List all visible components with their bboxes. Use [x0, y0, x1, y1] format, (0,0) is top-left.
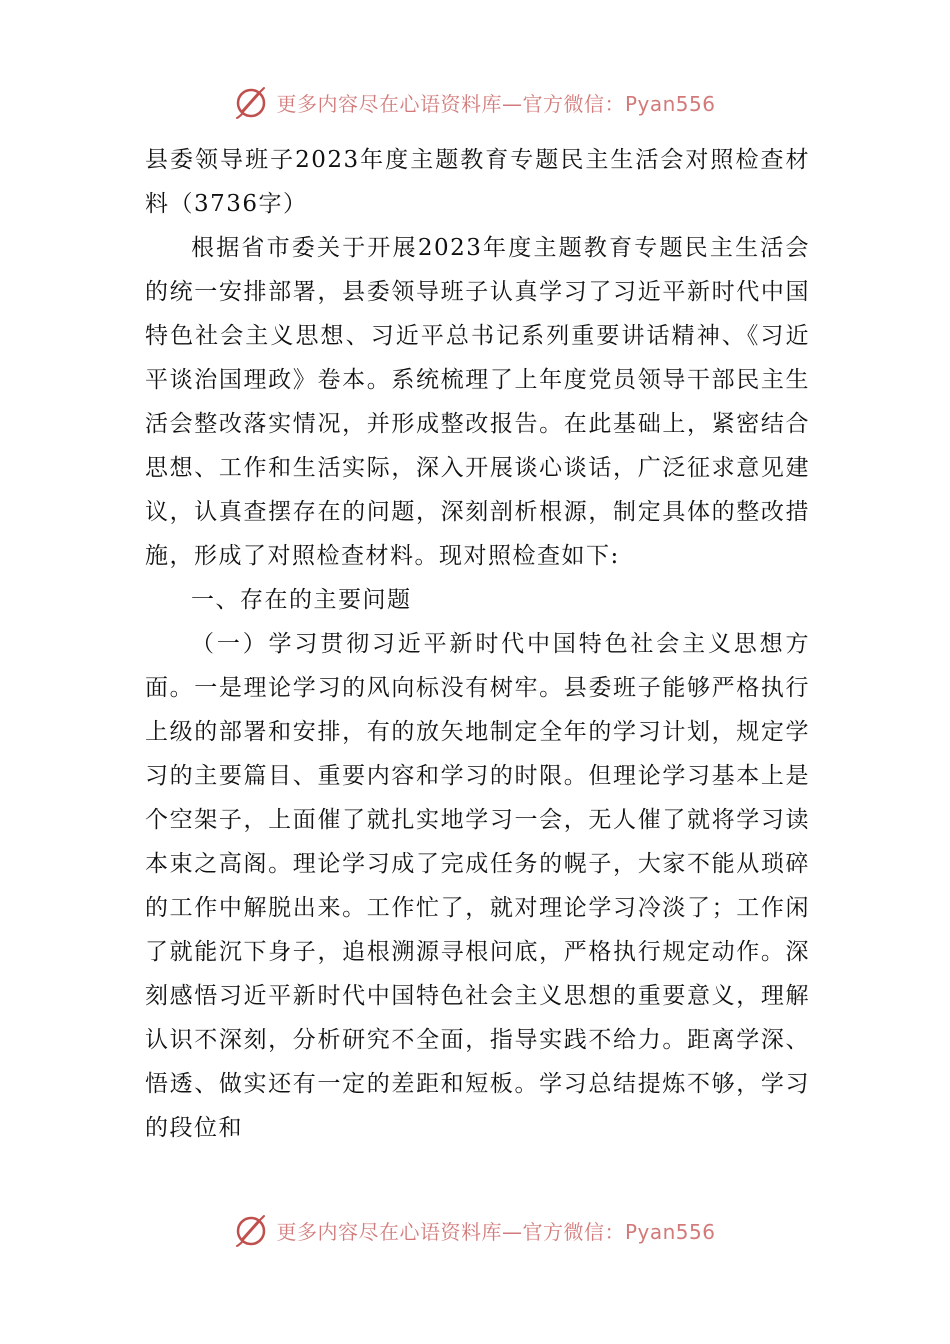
- document-title: 县委领导班子2023年度主题教育专题民主生活会对照检查材料（3736字）: [145, 147, 810, 217]
- paragraph: 根据省市委关于开展2023年度主题教育专题民主生活会的统一安排部署，县委领导班子认真学习了习近平新时代中国特色社会主义思想、习近平总书记系列重要讲话精神、《习近平谈治国理政》卷本。系统梳理了上年度党员领导干部民主生活会整改落实情况，并形成整改报告。在此基础上，紧密结合思想、工作和生活实际，深入开展谈心谈话，广泛征求意见建议，认真查摆存在的问题，深刻剖析根源，制定具体的整改措施，形成了对照检查材料。现对照检查如下:: [145, 235, 810, 569]
- watermark-text: 更多内容尽在心语资料库—官方微信：Pyan556: [276, 91, 716, 116]
- section-heading: 一、存在的主要问题: [191, 587, 412, 613]
- document-body: [145, 138, 810, 1150]
- pen-circle-icon: [234, 1212, 270, 1248]
- pen-circle-icon: [234, 84, 270, 120]
- watermark-header: [0, 80, 950, 124]
- watermark-text: 更多内容尽在心语资料库—官方微信：Pyan556: [276, 1219, 716, 1244]
- watermark-footer: [0, 1208, 950, 1252]
- paragraph: （一）学习贯彻习近平新时代中国特色社会主义思想方面。一是理论学习的风向标没有树牢。县委班子能够严格执行上级的部署和安排，有的放矢地制定全年的学习计划，规定学习的主要篇目、重要内容和学习的时限。但理论学习基本上是个空架子，上面催了就扎实地学习一会，无人催了就将学习读本束之高阁。理论学习成了完成任务的幌子，大家不能从琐碎的工作中解脱出来。工作忙了，就对理论学习冷淡了；工作闲了就能沉下身子，追根溯源寻根问底，严格执行规定动作。深刻感悟习近平新时代中国特色社会主义思想的重要意义，理解认识不深刻，分析研究不全面，指导实践不给力。距离学深、悟透、做实还有一定的差距和短板。学习总结提炼不够，学习的段位和: [145, 631, 810, 1141]
